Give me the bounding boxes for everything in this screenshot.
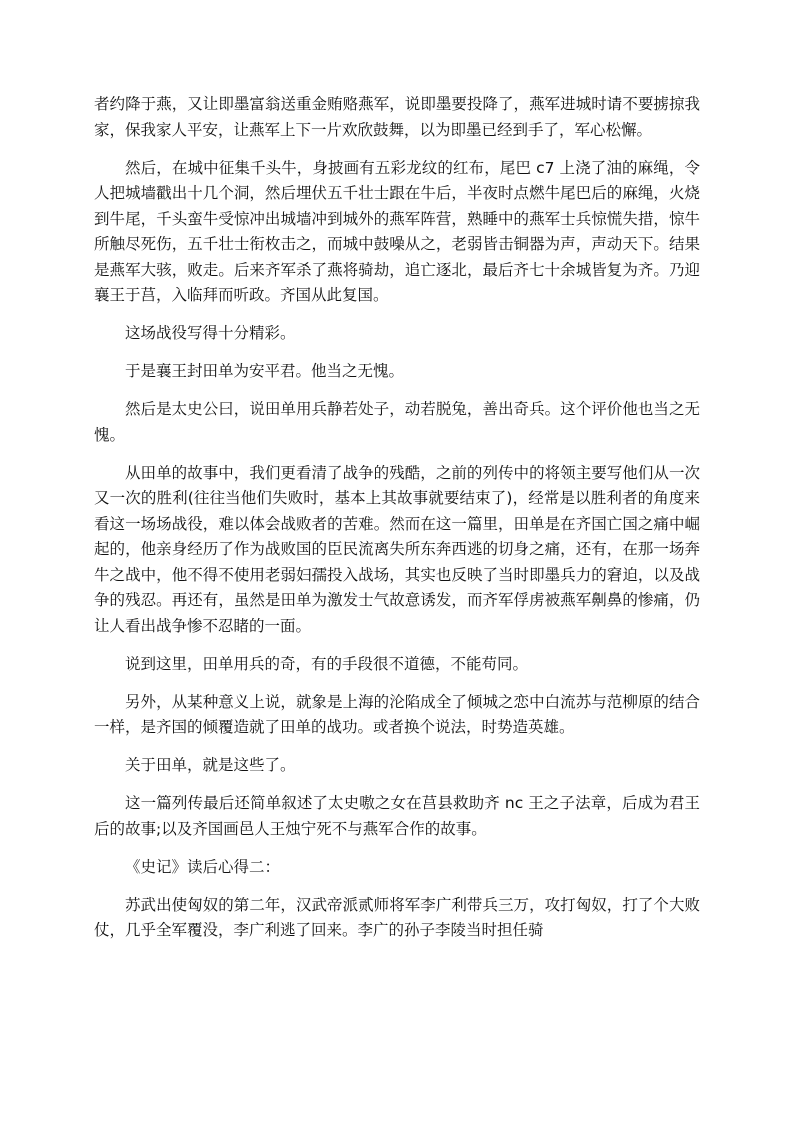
paragraph-2: 然后，在城中征集千头牛，身披画有五彩龙纹的红布，尾巴 c7 上浇了油的麻绳，令人把城墙戳出十几个洞，然后埋伏五千壮士跟在牛后，半夜时点燃牛尾巴后的麻绳，火烧到牛尾，千头蛮牛受惊冲出城墙冲到城外的燕军阵营，熟睡中的燕军士兵惊慌失措，惊牛所触尽死伤，五千壮士衔枚击之，而城中鼓噪从之，老弱皆击铜器为声，声动天下。结果是燕军大骇，败走。后来齐军杀了燕将骑劫，追亡逐北，最后齐七十余城皆复为齐。乃迎襄王于莒，入临拜而听政。齐国从此复国。 xyxy=(94,158,700,304)
section-heading: 《史记》读后心得二： xyxy=(125,857,281,876)
paragraph-8: 另外，从某种意义上说，就象是上海的沦陷成全了倾城之恋中白流苏与范柳原的结合一样，是齐国的倾覆造就了田单的战功。或者换个说法，时势造英雄。 xyxy=(94,692,700,736)
paragraph-12: 苏武出使匈奴的第二年，汉武帝派贰师将军李广利带兵三万，攻打匈奴，打了个大败仗，几乎全军覆没，李广利逃了回来。李广的孙子李陵当时担任骑 xyxy=(94,895,700,939)
document-page xyxy=(94,92,700,956)
paragraph-3: 这场战役写得十分精彩。 xyxy=(125,324,296,342)
paragraph-7: 说到这里，田单用兵的奇，有的手段很不道德，不能苟同。 xyxy=(125,654,529,673)
paragraph-9: 关于田单，就是这些了。 xyxy=(125,756,296,774)
paragraph-4: 于是襄王封田单为安平君。他当之无愧。 xyxy=(125,362,405,380)
paragraph-5: 然后是太史公曰，说田单用兵静若处子，动若脱兔，善出奇兵。这个评价他也当之无愧。 xyxy=(94,400,700,444)
paragraph-1: 者约降于燕，又让即墨富翁送重金贿赂燕军，说即墨要投降了，燕军进城时请不要掳掠我家，保我家人平安，让燕军上下一片欢欣鼓舞，以为即墨已经到手了，军心松懈。 xyxy=(94,95,700,139)
paragraph-10: 这一篇列传最后还简单叙述了太史嗷之女在莒县救助齐 nc 王之子法章，后成为君王后的故事;以及齐国画邑人王烛宁死不与燕军合作的故事。 xyxy=(94,794,700,838)
paragraph-6: 从田单的故事中，我们更看清了战争的残酷，之前的列传中的将领主要写他们从一次又一次的胜利(往往当他们失败时，基本上其故事就要结束了)，经常是以胜利者的角度来看这一场场战役，难以体会战败者的苦难。然而在这一篇里，田单是在齐国亡国之痛中崛起的，他亲身经历了作为战败国的臣民流离失所东奔西逃的切身之痛，还有，在那一场奔牛之战中，他不得不使用老弱妇孺投入战场，其实也反映了当时即墨兵力的窘迫，以及战争的残忍。再还有，虽然是田单为激发士气故意诱发，而齐军俘虏被燕军劓鼻的惨痛，仍让人看出战争惨不忍睹的一面。 xyxy=(94,463,700,635)
